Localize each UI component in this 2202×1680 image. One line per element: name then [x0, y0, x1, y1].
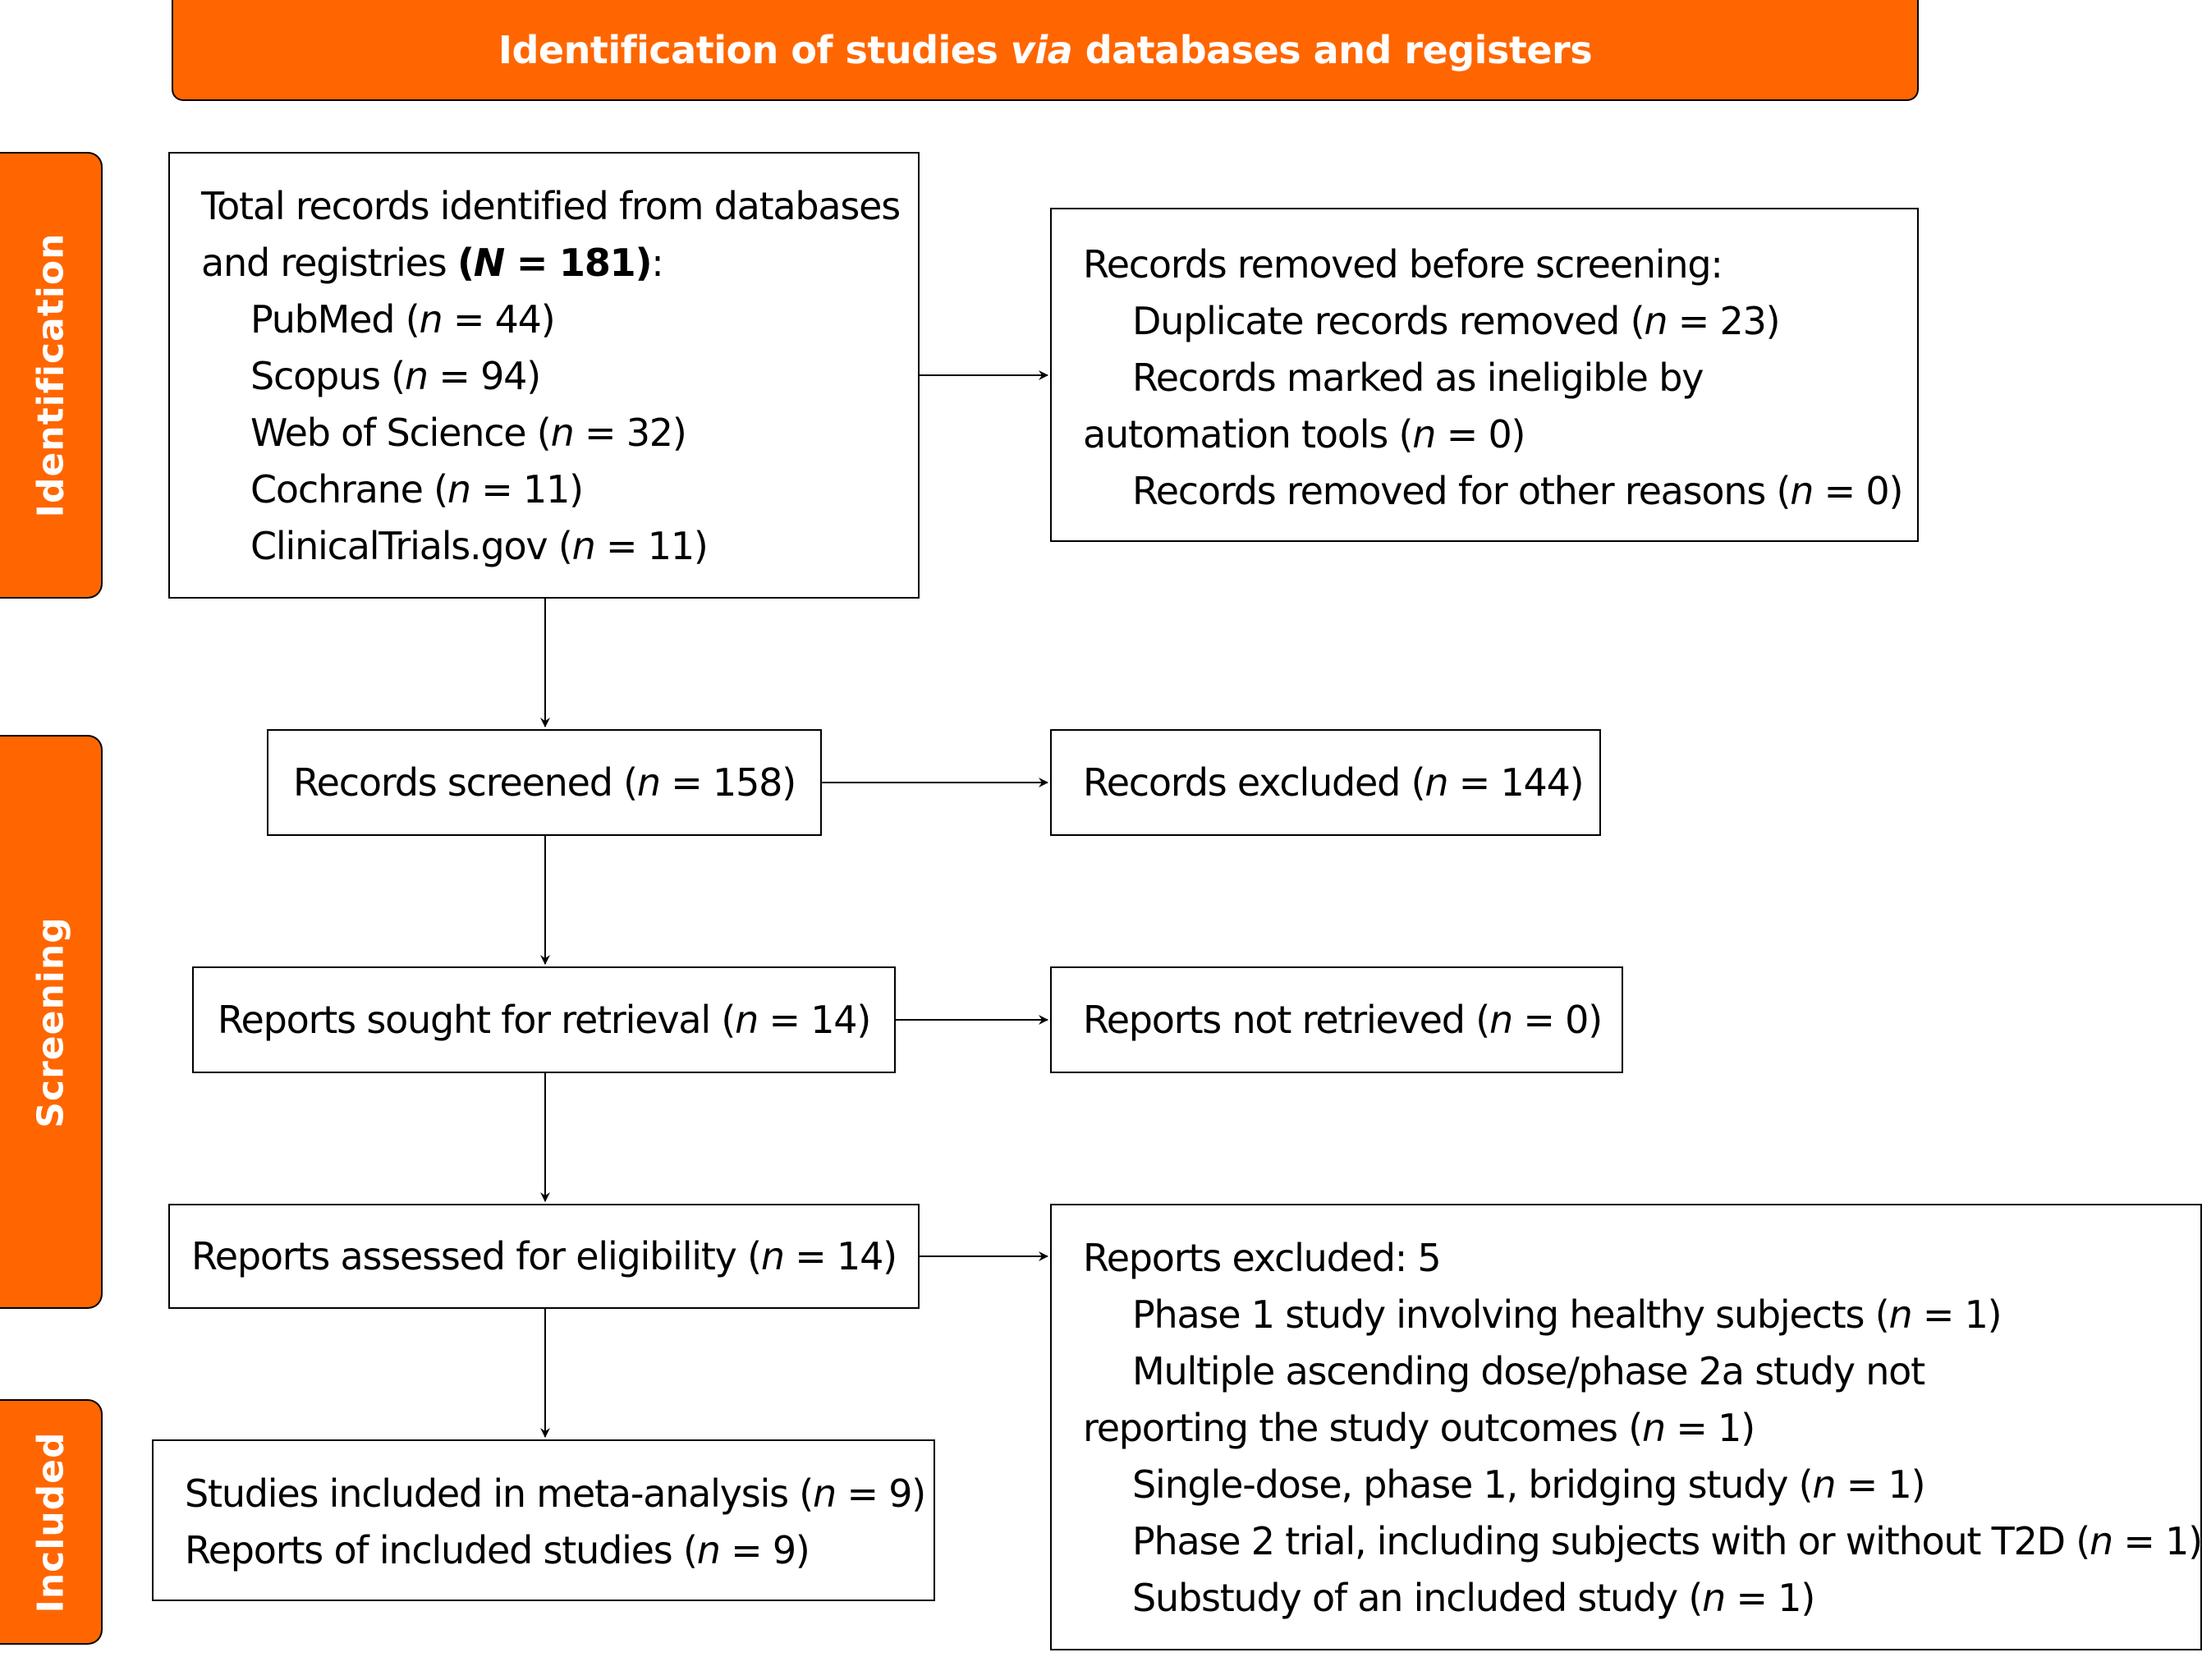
exclusion-reason: Phase 1 study involving healthy subjects (n = 1) [1132, 1292, 2002, 1337]
stage-screening-label: Screening [30, 916, 71, 1128]
identified-line2: and registries (N = 181): [201, 241, 663, 285]
records-excluded-text: Records excluded (n = 144) [1083, 760, 1584, 805]
identified-line1: Total records identified from databases [201, 184, 901, 228]
removed-ineligible-line2: automation tools (n = 0) [1083, 412, 1525, 457]
exclusion-reason: Substudy of an included study (n = 1) [1132, 1576, 1815, 1620]
records-screened-text: Records screened (n = 158) [292, 760, 796, 805]
removed-other: Records removed for other reasons (n = 0) [1132, 469, 1903, 513]
reports-sought-text: Reports sought for retrieval (n = 14) [217, 997, 871, 1042]
title-prefix: Identification of studies [498, 27, 1011, 72]
exclusion-reason: reporting the study outcomes (n = 1) [1083, 1406, 1755, 1450]
reports-excluded-heading: Reports excluded: 5 [1083, 1236, 1441, 1280]
source-clinicaltrials: ClinicalTrials.gov (n = 11) [250, 524, 708, 568]
source-pubmed: PubMed (n = 44) [250, 297, 555, 342]
studies-included: Studies included in meta-analysis (n = 9) [185, 1471, 926, 1516]
removed-ineligible-line1: Records marked as ineligible by [1132, 356, 1704, 400]
title-suffix: databases and registers [1072, 27, 1593, 72]
title-italic: via [1010, 27, 1073, 72]
source-scopus: Scopus (n = 94) [250, 354, 540, 398]
source-web-of-science: Web of Science (n = 32) [250, 411, 686, 455]
exclusion-reason: Single-dose, phase 1, bridging study (n = 1) [1132, 1462, 1925, 1507]
exclusion-reason-line1: Multiple ascending dose/phase 2a study not [1132, 1349, 1924, 1393]
removed-duplicates: Duplicate records removed (n = 23) [1132, 299, 1780, 343]
reports-not-retrieved-text: Reports not retrieved (n = 0) [1083, 997, 1602, 1042]
reports-assessed-text: Reports assessed for eligibility (n = 14) [191, 1233, 897, 1278]
stage-identification-label: Identification [30, 232, 71, 518]
removed-heading: Records removed before screening: [1083, 242, 1723, 287]
stage-included-label: Included [30, 1430, 71, 1613]
source-cochrane: Cochrane (n = 11) [250, 467, 583, 512]
exclusion-reason: Phase 2 trial, including subjects with or without T2D (n = 1) [1132, 1519, 2202, 1563]
reports-included: Reports of included studies (n = 9) [185, 1528, 810, 1572]
